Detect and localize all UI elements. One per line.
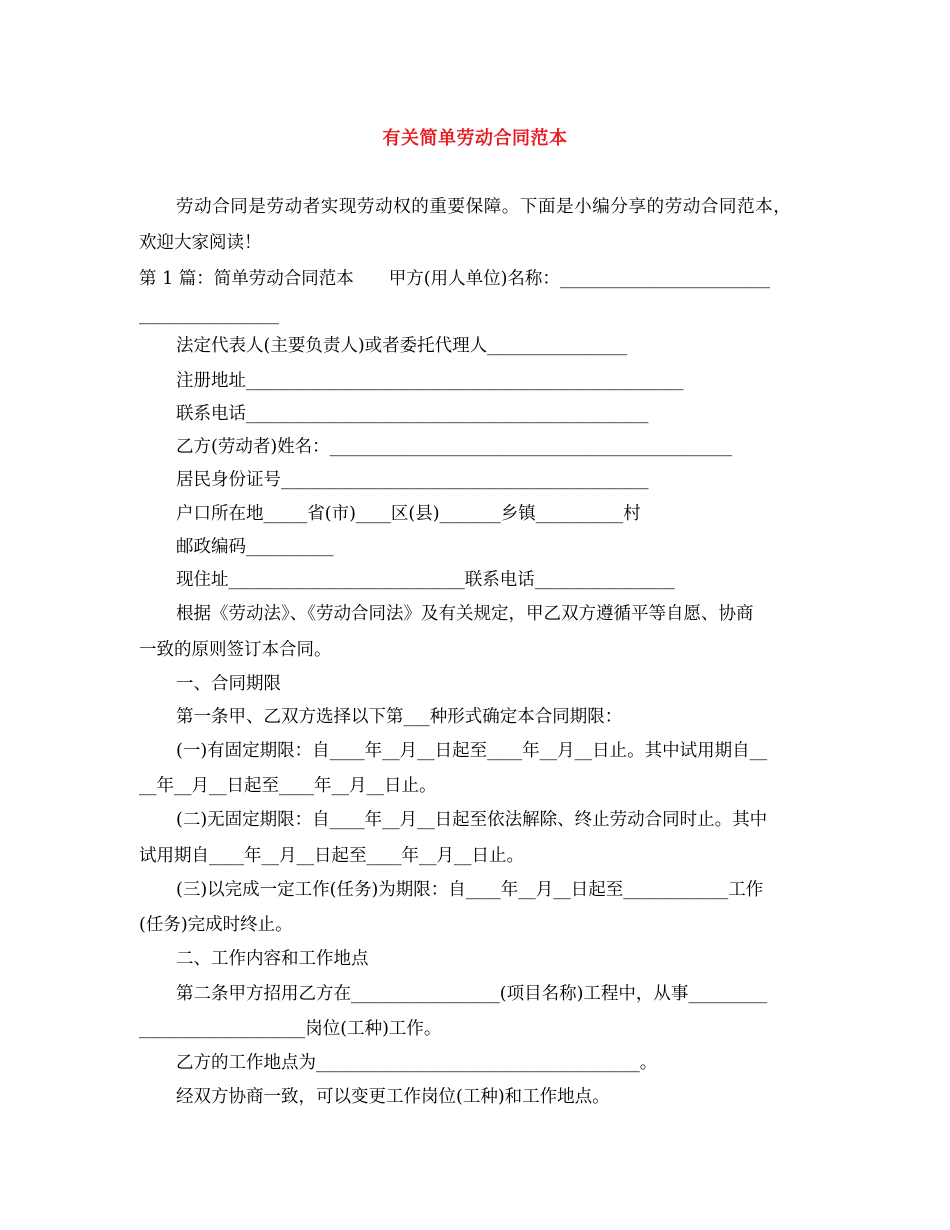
change-agreement-line: 经双方协商一致，可以变更工作岗位(工种)和工作地点。: [176, 1087, 610, 1107]
section-1-heading: 一、合同期限: [176, 674, 281, 694]
registered-address-field: 注册地址__________________________________________________: [176, 371, 684, 391]
part-1-heading: 第 1 篇：简单劳动合同范本 甲方(用人单位)名称：________________________: [139, 269, 770, 289]
fixed-term-option-line-2: __年__月__日起至____年__月__日止。: [139, 776, 437, 796]
open-term-option-line-2: 试用期自____年__月__日起至____年__月__日止。: [139, 846, 524, 866]
work-location-field: 乙方的工作地点为_____________________________________。: [176, 1053, 658, 1073]
party-a-name-blank-continued: ________________: [139, 305, 279, 325]
task-term-option-line-2: (任务)完成时终止。: [139, 915, 293, 935]
legal-representative-field: 法定代表人(主要负责人)或者委托代理人________________: [176, 336, 628, 356]
open-term-option-line-1: (二)无固定期限：自____年__月__日起至依法解除、终止劳动合同时止。其中: [176, 810, 768, 830]
document-title: 有关简单劳动合同范本: [382, 128, 568, 149]
postal-code-field: 邮政编码__________: [176, 537, 334, 557]
section-2-heading: 二、工作内容和工作地点: [176, 949, 369, 969]
fixed-term-option-line-1: (一)有固定期限：自____年__月__日起至____年__月__日止。其中试用期自__: [176, 741, 768, 761]
paragraph-intro-line-1: 劳动合同是劳动者实现劳动权的重要保障。下面是小编分享的劳动合同范本，: [176, 197, 792, 217]
article-2-line-1: 第二条甲方招用乙方在_________________(项目名称)工程中，从事_________: [176, 984, 768, 1004]
basis-paragraph-line-2: 一致的原则签订本合同。: [139, 640, 332, 660]
household-registration-field: 户口所在地_____省(市)____区(县)_______乡镇__________村: [176, 504, 641, 524]
article-1: 第一条甲、乙双方选择以下第___种形式确定本合同期限：: [176, 707, 623, 727]
party-b-name-field: 乙方(劳动者)姓名：______________________________________________: [176, 437, 733, 457]
party-a-phone-field: 联系电话______________________________________________: [176, 404, 649, 424]
basis-paragraph-line-1: 根据《劳动法》、《劳动合同法》及有关规定，甲乙双方遵循平等自愿、协商: [176, 604, 754, 624]
current-address-field: 现住址___________________________联系电话________________: [176, 570, 675, 590]
paragraph-intro-line-2: 欢迎大家阅读！: [139, 233, 262, 253]
article-2-line-2: ___________________岗位(工种)工作。: [139, 1019, 442, 1039]
id-number-field: 居民身份证号__________________________________________: [176, 470, 649, 490]
task-term-option-line-1: (三)以完成一定工作(任务)为期限：自____年__月__日起至____________工作: [176, 880, 764, 900]
